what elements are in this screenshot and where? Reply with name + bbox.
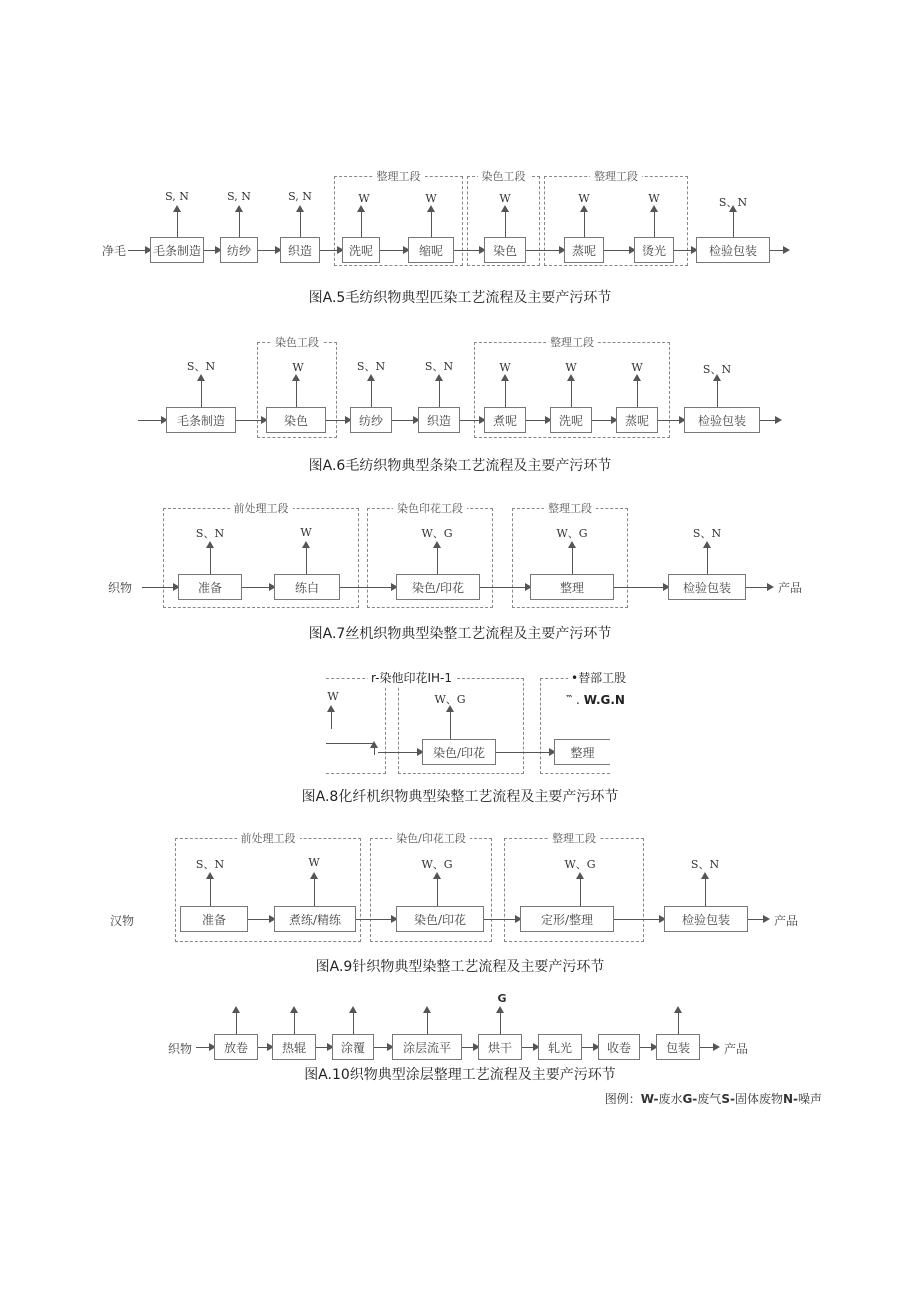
flow-arrow — [700, 1047, 718, 1048]
pollutant-label: S、N — [702, 363, 732, 376]
pollutant-label: W — [358, 192, 370, 205]
legend-desc: 噪声 — [797, 1092, 822, 1106]
emission-arrow — [236, 1008, 237, 1034]
process-step: 包装 — [656, 1034, 700, 1060]
process-step: 放卷 — [214, 1034, 258, 1060]
pollutant-label: S, N — [288, 190, 312, 203]
pollutant-label: W — [292, 361, 304, 374]
flow-line — [374, 743, 375, 755]
process-step: 轧光 — [538, 1034, 582, 1060]
flow-arrow — [592, 420, 616, 421]
flow-arrow — [242, 587, 274, 588]
flow-line — [326, 743, 374, 744]
stage-label: 染色印花工段 — [393, 502, 467, 515]
flow-arrow — [320, 250, 342, 251]
pollutant-label: S, N — [227, 190, 251, 203]
pollutant-label: W、G — [421, 527, 453, 540]
pollutant-label-value: W.G.N — [583, 693, 625, 707]
flow-arrow — [326, 420, 350, 421]
stage-label: 染色工段 — [478, 170, 530, 183]
emission-arrow — [353, 1008, 354, 1034]
process-step: 煮练/精练 — [274, 906, 356, 932]
flow-arrow — [760, 420, 780, 421]
emission-arrow — [637, 376, 638, 407]
emission-arrow — [580, 874, 581, 906]
emission-arrow — [239, 207, 240, 237]
flow-arrow — [248, 919, 274, 920]
emission-arrow — [571, 376, 572, 407]
input-label: 织物 — [108, 581, 133, 595]
flow-arrow — [674, 250, 696, 251]
flow-arrow — [462, 1047, 478, 1048]
process-step: 毛条制造 — [166, 407, 236, 433]
process-step: 蒸呢 — [616, 407, 658, 433]
flow-arrow — [340, 587, 396, 588]
emission-arrow — [437, 874, 438, 906]
stage-label: •替部工股 — [568, 669, 629, 686]
emission-arrow — [654, 207, 655, 237]
process-step: 整理 — [530, 574, 614, 600]
stage-label: 整理工段 — [590, 170, 642, 183]
legend-prefix: 图例： — [604, 1092, 641, 1106]
emission-arrow — [505, 376, 506, 407]
figure-caption: 图A.7丝机织物典型染整工艺流程及主要产污环节 — [308, 626, 612, 642]
process-step: 染色 — [266, 407, 326, 433]
flow-arrow — [658, 420, 684, 421]
pollutant-label: W、G — [556, 527, 588, 540]
pollutant-label: W、G — [421, 858, 453, 871]
flow-arrow — [236, 420, 266, 421]
legend-desc: 废气 — [697, 1092, 722, 1106]
emission-arrow — [505, 207, 506, 237]
process-step: 烘干 — [478, 1034, 522, 1060]
emission-arrow — [427, 1008, 428, 1034]
stage-label: 整理工段 — [548, 832, 600, 845]
pollutant-label: S, N — [165, 190, 189, 203]
flow-arrow — [496, 752, 554, 753]
emission-arrow — [707, 543, 708, 574]
output-label: 产品 — [778, 581, 803, 595]
process-step: 染色/印花 — [422, 739, 496, 765]
flow-arrow — [484, 919, 520, 920]
process-step: 洗呢 — [550, 407, 592, 433]
output-label: 产品 — [774, 914, 799, 928]
stage-label: 整理工段 — [373, 170, 425, 183]
process-step: 收卷 — [598, 1034, 640, 1060]
pollutant-label: W — [499, 192, 511, 205]
flow-arrow — [604, 250, 634, 251]
flow-arrow — [522, 1047, 538, 1048]
pollutant-label: W、G — [434, 693, 466, 706]
flow-arrow — [526, 420, 550, 421]
flow-arrow — [746, 587, 772, 588]
emission-arrow — [361, 207, 362, 237]
pollutant-label: W — [565, 361, 577, 374]
emission-arrow — [314, 874, 315, 906]
process-step: 检验包装 — [696, 237, 770, 263]
process-step: 洗呢 — [342, 237, 380, 263]
flow-arrow — [392, 420, 418, 421]
flow-arrow — [582, 1047, 598, 1048]
emission-arrow — [717, 376, 718, 407]
stage-label: r-染他印花IH-1 — [368, 669, 455, 686]
process-step: 检验包装 — [664, 906, 748, 932]
figure-caption: 图A.6毛纺织物典型条染工艺流程及主要产污环节 — [308, 458, 612, 474]
stage-label: 前处理工段 — [230, 502, 293, 515]
flow-arrow — [748, 919, 768, 920]
process-step: 定形/整理 — [520, 906, 614, 932]
legend-key: S- — [721, 1092, 735, 1106]
process-step: 织造 — [418, 407, 460, 433]
process-step: 染色 — [484, 237, 526, 263]
flow-arrow — [258, 250, 280, 251]
emission-arrow — [371, 376, 372, 407]
flow-arrow — [196, 1047, 214, 1048]
pollutant-label: W — [499, 361, 511, 374]
emission-arrow — [300, 207, 301, 237]
emission-arrow — [572, 543, 573, 574]
process-step: 煮呢 — [484, 407, 526, 433]
emission-arrow — [733, 207, 734, 237]
flow-arrow — [356, 919, 396, 920]
flow-arrow — [316, 1047, 332, 1048]
process-step: 练白 — [274, 574, 340, 600]
pollutant-label: G — [497, 992, 507, 1005]
flow-arrow — [770, 250, 788, 251]
input-label: 净毛 — [102, 244, 127, 258]
output-label: 产品 — [724, 1042, 749, 1056]
process-step: 毛条制造 — [150, 237, 204, 263]
flow-arrow — [460, 420, 484, 421]
emission-arrow — [201, 376, 202, 407]
flow-arrow — [454, 250, 484, 251]
pollutant-label: W、G — [564, 858, 596, 871]
process-step: 纺纱 — [350, 407, 392, 433]
pollutant-label: S、N — [692, 527, 722, 540]
emission-arrow — [431, 207, 432, 237]
emission-arrow — [437, 543, 438, 574]
legend-key: N- — [782, 1092, 798, 1106]
pollutant-label: ‷ . W.G.N — [566, 693, 625, 707]
stage-label: 整理工段 — [546, 336, 598, 349]
process-step: 纺纱 — [220, 237, 258, 263]
emission-arrow — [294, 1008, 295, 1034]
process-step: 准备 — [178, 574, 242, 600]
emission-arrow — [584, 207, 585, 237]
process-step: 蒸呢 — [564, 237, 604, 263]
legend — [605, 1090, 822, 1107]
stage-label: 前处理工段 — [237, 832, 300, 845]
flow-arrow — [526, 250, 564, 251]
pollutant-label: W — [648, 192, 660, 205]
legend-desc: 废水 — [658, 1092, 683, 1106]
process-step: 检验包装 — [684, 407, 760, 433]
pollutant-label: S、N — [195, 527, 225, 540]
emission-arrow — [439, 376, 440, 407]
pollutant-label: S、N — [186, 360, 216, 373]
pollutant-label: S、N — [195, 858, 225, 871]
flow-arrow — [204, 250, 220, 251]
pollutant-label: S、N — [424, 360, 454, 373]
figure-caption: 图A.8化纤机织物典型染整工艺流程及主要产污环节 — [301, 789, 619, 805]
process-step: 染色/印花 — [396, 574, 480, 600]
pollutant-label: W — [327, 690, 339, 703]
stage-label: 整理工段 — [544, 502, 596, 515]
pollutant-label: S、N — [718, 196, 748, 209]
flow-arrow — [138, 420, 166, 421]
emission-arrow — [296, 376, 297, 407]
process-step: 涂覆 — [332, 1034, 374, 1060]
pollutant-label: S、N — [690, 858, 720, 871]
pollutant-label: W — [308, 856, 320, 869]
figure-caption: 图A.9针织物典型染整工艺流程及主要产污环节 — [315, 959, 605, 975]
flow-arrow — [614, 587, 668, 588]
flow-arrow — [128, 250, 150, 251]
emission-arrow — [705, 874, 706, 906]
figure-caption: 图A.5毛纺织物典型匹染工艺流程及主要产污环节 — [308, 290, 612, 306]
flow-arrow — [142, 587, 178, 588]
flow-arrow — [380, 250, 408, 251]
emission-arrow — [177, 207, 178, 237]
process-step: 整理 — [554, 739, 610, 765]
process-step: 检验包装 — [668, 574, 746, 600]
input-label: 织物 — [168, 1042, 193, 1056]
flow-arrow — [614, 919, 664, 920]
flow-arrow — [640, 1047, 656, 1048]
legend-key: W- — [640, 1092, 659, 1106]
flow-arrow — [378, 752, 422, 753]
pollutant-label: W — [425, 192, 437, 205]
emission-arrow — [678, 1008, 679, 1034]
process-step: 烫光 — [634, 237, 674, 263]
figure-caption: 图A.10织物典型涂层整理工艺流程及主要产污环节 — [304, 1067, 616, 1083]
flow-arrow — [480, 587, 530, 588]
emission-arrow — [331, 707, 332, 729]
process-step: 染色/印花 — [396, 906, 484, 932]
process-step: 涂层流平 — [392, 1034, 462, 1060]
process-step: 准备 — [180, 906, 248, 932]
stage-label: 染色/印花工段 — [392, 832, 470, 845]
emission-arrow — [210, 874, 211, 906]
process-step: 织造 — [280, 237, 320, 263]
stage-label: 染色工段 — [271, 336, 323, 349]
legend-key: G- — [682, 1092, 698, 1106]
emission-arrow — [306, 543, 307, 574]
pollutant-label: W — [578, 192, 590, 205]
emission-arrow — [500, 1008, 501, 1034]
pollutant-label: W — [631, 361, 643, 374]
pollutant-label: S、N — [356, 360, 386, 373]
flow-arrow — [258, 1047, 272, 1048]
process-step: 热辊 — [272, 1034, 316, 1060]
emission-arrow — [210, 543, 211, 574]
emission-arrow — [450, 707, 451, 739]
legend-desc: 固体废物 — [734, 1092, 783, 1106]
flow-arrow — [374, 1047, 392, 1048]
process-step: 缩呢 — [408, 237, 454, 263]
input-label: 汉物 — [110, 914, 135, 928]
pollutant-label: W — [300, 526, 312, 539]
